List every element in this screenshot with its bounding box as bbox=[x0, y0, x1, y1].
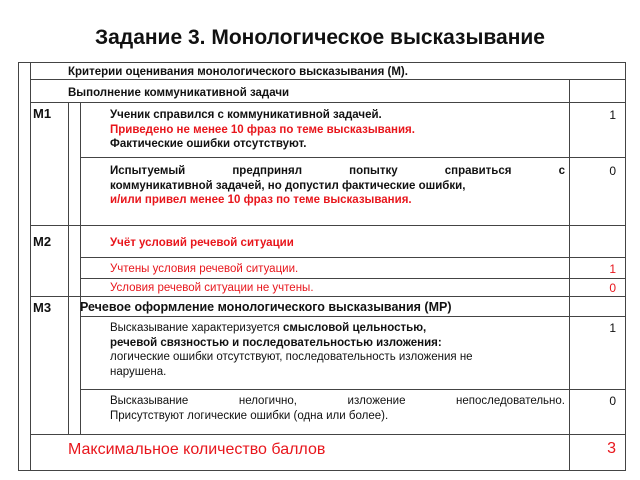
column-divider bbox=[30, 62, 31, 471]
row-divider bbox=[30, 102, 626, 103]
row-divider bbox=[80, 278, 626, 279]
m3-row1-line1a: Высказывание характеризуется bbox=[110, 322, 283, 334]
m1-row2-line2: коммуникативной задачей, но допустил фактические ошибки, bbox=[110, 179, 466, 192]
section-header: Выполнение коммуникативной задачи bbox=[68, 87, 290, 99]
m3-row1-line2: речевой связностью и последовательностью изложения: bbox=[110, 336, 442, 349]
m3-row1-line1b: смысловой цельностью, bbox=[282, 322, 427, 334]
row-divider bbox=[30, 434, 626, 435]
m2-row2-score: 0 bbox=[609, 281, 616, 295]
row-divider bbox=[80, 257, 626, 258]
m3-row2-line1: Высказывание нелогично, изложение непоследовательно. bbox=[110, 395, 565, 407]
m1-row1-line1: Ученик справился с коммуникативной задачей. bbox=[110, 109, 382, 121]
m2-label: М2 bbox=[33, 234, 52, 249]
m3-header: Речевое оформление монологического высказывания (МР) bbox=[80, 300, 452, 314]
m1-row1-score: 1 bbox=[609, 108, 616, 122]
m1-row2-text bbox=[110, 164, 565, 208]
max-score-value: 3 bbox=[607, 440, 616, 457]
m2-header: Учёт условий речевой ситуации bbox=[110, 237, 294, 249]
m3-row1-line4: нарушена. bbox=[110, 365, 167, 378]
m2-row1-score: 1 bbox=[609, 262, 616, 276]
row-divider bbox=[30, 225, 626, 226]
m1-row2-score: 0 bbox=[609, 164, 616, 178]
criteria-header: Критерии оценивания монологического высказывания (М). bbox=[68, 66, 408, 78]
column-divider bbox=[68, 102, 69, 434]
m3-label: М3 bbox=[33, 300, 52, 315]
m3-row2-text bbox=[110, 394, 565, 423]
m3-row2-line2: Присутствуют логические ошибки (одна или более). bbox=[110, 409, 389, 422]
m3-row1-text bbox=[110, 321, 565, 379]
row-divider bbox=[80, 157, 626, 158]
m3-row1-line1 bbox=[110, 321, 565, 336]
m1-row2-line1: Испытуемый предпринял попытку справиться с bbox=[110, 165, 565, 177]
m1-label: М1 bbox=[33, 106, 52, 121]
max-score-label: Максимальное количество баллов bbox=[68, 441, 326, 458]
m3-row1-line3: логические ошибки отсутствуют, последовательность изложения не bbox=[110, 351, 473, 363]
row-divider bbox=[30, 296, 626, 297]
m2-row2-text: Условия речевой ситуации не учтены. bbox=[110, 282, 314, 294]
m1-row1-line2: Приведено не менее 10 фраз по теме высказывания. bbox=[110, 123, 415, 136]
m3-row2-score: 0 bbox=[609, 394, 616, 408]
m3-row1-score: 1 bbox=[609, 321, 616, 335]
m1-row1-text bbox=[110, 108, 560, 152]
row-divider bbox=[80, 316, 626, 317]
page-title: Задание 3. Монологическое высказывание bbox=[95, 26, 545, 49]
m1-row2-line3: и/или привел менее 10 фраз по теме высказывания. bbox=[110, 194, 412, 206]
column-divider bbox=[569, 79, 570, 471]
row-divider bbox=[80, 389, 626, 390]
m1-row1-line3: Фактические ошибки отсутствуют. bbox=[110, 138, 307, 150]
column-divider bbox=[80, 102, 81, 434]
m2-row1-text: Учтены условия речевой ситуации. bbox=[110, 263, 299, 275]
